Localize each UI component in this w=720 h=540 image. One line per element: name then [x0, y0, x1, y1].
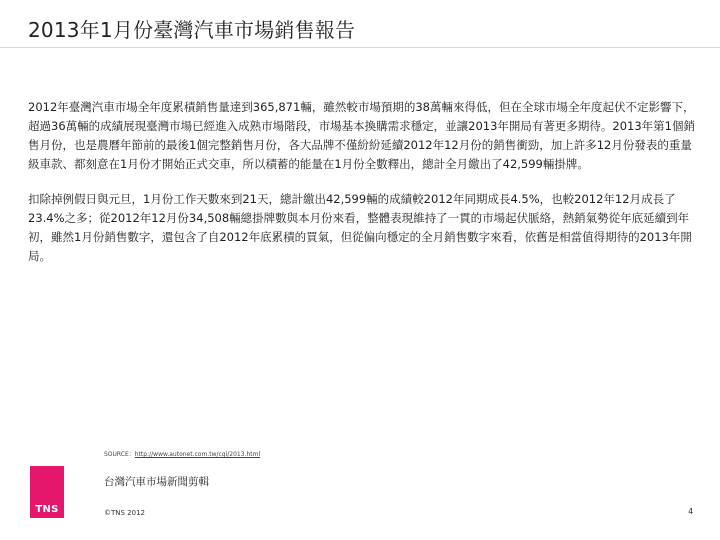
- source-link[interactable]: http://www.autonet.com.tw/cgi/2013.html: [134, 451, 261, 458]
- source-label: SOURCE：: [104, 451, 135, 458]
- slide-title: 2013年1月份臺灣汽車市場銷售報告: [28, 18, 356, 42]
- body-paragraph-1: 2012年臺灣汽車市場全年度累積銷售量達到365,871輛，雖然較市場預期的38萬輛來得低，但在全球市場全年度起伏不定影響下，超過36萬輛的成績展現臺灣市場已經進入成熟市場階段，市場基本換購需求穩定，並讓2013年開局有著更多期待。2013年第1個銷售月份，也是農曆年節前的最後1個完整銷售月份，各大品牌不僅紛紛延續2012年12月份的銷售衝勁，加上許多12月份發表的重量級車款、都刻意在1月份才開始正式交車，所以積蓄的能量在1月份全數釋出，總計全月繳出了42,599輛掛牌。: [28, 100, 695, 171]
- tns-logo: [30, 466, 64, 518]
- tns-logo-text: TNS: [35, 504, 59, 515]
- page-number: 4: [688, 507, 693, 516]
- copyright-text: ©TNS 2012: [104, 509, 145, 517]
- body-paragraph-2: 扣除掉例假日與元旦，1月份工作天數來到21天，總計繳出42,599輛的成績較2012年同期成長4.5%，也較2012年12月成長了23.4%之多；從2012年12月份34,508輛總掛牌數與本月份來看，整體表現維持了一貫的市場起伏脈絡，熱銷氣勢從年底延續到年初，雖然1月份銷售數字，還包含了自2012年底累積的買氣，但從偏向穩定的全月銷售數字來看，依舊是相當值得期待的2013年開局。: [28, 192, 692, 263]
- title-divider: [0, 47, 720, 48]
- source-line: [104, 449, 260, 458]
- footer-caption: 台灣汽車市場新聞剪輯: [104, 476, 209, 488]
- slide-body: [28, 98, 696, 282]
